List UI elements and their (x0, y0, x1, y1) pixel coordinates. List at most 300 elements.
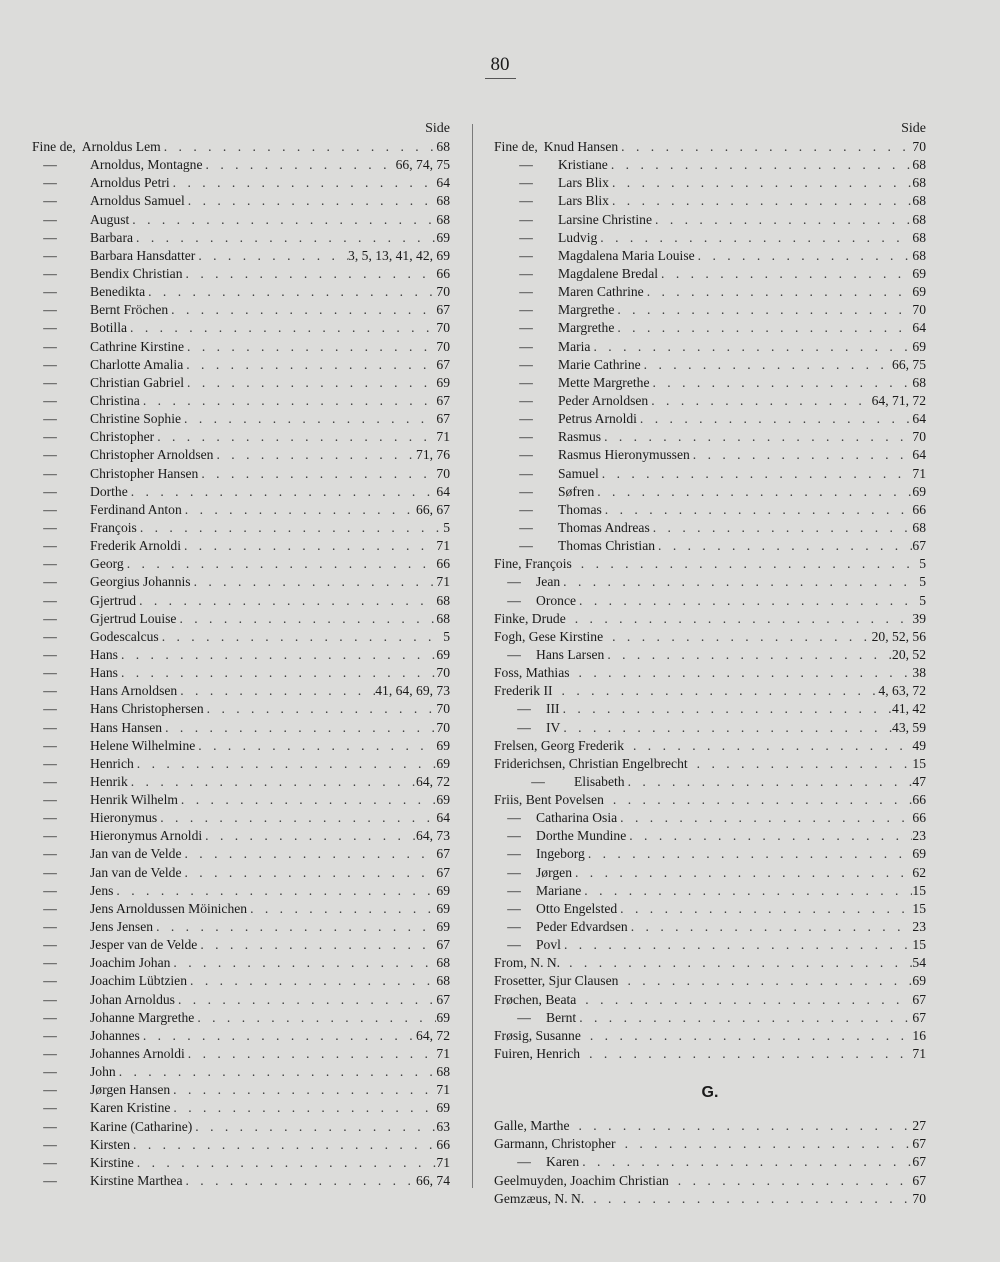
dot-leader (168, 301, 436, 319)
entry-pages: 69 (436, 646, 450, 662)
index-entry (32, 791, 450, 809)
dot-leader (617, 809, 912, 827)
entry-name: Christopher Hansen (90, 465, 199, 481)
entry-name: Ludvig (558, 229, 598, 245)
entry-name: Frederik Arnoldi (90, 538, 181, 554)
entry-pages: 5 (919, 574, 926, 590)
entry-name: Rasmus (558, 429, 602, 445)
dot-leader (181, 845, 436, 863)
dot-leader (176, 610, 436, 628)
index-entry (32, 174, 450, 192)
entry-surname: Frederik II (494, 683, 553, 699)
entry-name: Povl (536, 937, 561, 953)
ditto-dash: — (43, 429, 57, 445)
dot-leader (658, 265, 912, 283)
entry-pages: 64, 71, 72 (871, 392, 926, 408)
entry-pages: 67 (436, 937, 450, 953)
index-entry (32, 465, 450, 483)
entry-pages: 68 (436, 193, 450, 209)
index-entry (32, 991, 450, 1009)
dot-leader (175, 991, 436, 1009)
dot-leader (154, 428, 436, 446)
index-entry (32, 1154, 450, 1172)
index-entry (32, 374, 450, 392)
index-entry (32, 356, 450, 374)
entry-pages: 66 (912, 792, 926, 808)
index-entry (494, 719, 926, 737)
entry-pages: 68 (436, 592, 450, 608)
dot-leader (560, 573, 919, 591)
dot-leader (130, 1136, 436, 1154)
entry-pages: 69 (912, 265, 926, 281)
entry-name: Johannes Arnoldi (90, 1046, 185, 1062)
index-entry (32, 1136, 450, 1154)
index-entry (494, 519, 926, 537)
entry-name: Otto Engelsted (536, 900, 618, 916)
index-entry (494, 229, 926, 247)
entry-name: Hieronymus (90, 810, 158, 826)
entry-name: Jan van de Velde (90, 846, 182, 862)
entry-pages: 43, 59 (892, 719, 926, 735)
entry-pages: 71 (436, 574, 450, 590)
ditto-dash: — (43, 1046, 57, 1062)
entry-pages: 68 (436, 610, 450, 626)
entry-name: Gjertrud Louise (90, 610, 177, 626)
entry-pages: 49 (912, 737, 926, 753)
entry-surname: Fine de, (32, 139, 76, 154)
dot-leader (609, 174, 912, 192)
dot-leader (113, 882, 436, 900)
entry-pages: 71 (912, 1046, 926, 1062)
entry-pages: 4, 63, 72 (878, 683, 926, 699)
dot-leader (609, 628, 872, 646)
entry-name: Henrik (90, 773, 128, 789)
entry-pages: 23 (912, 919, 926, 935)
dot-leader (195, 247, 348, 265)
ditto-dash: — (507, 919, 521, 935)
ditto-dash: — (43, 501, 57, 517)
index-entry (494, 827, 926, 845)
dot-leader (585, 845, 913, 863)
index-entry (32, 864, 450, 882)
ditto-dash: — (43, 247, 57, 263)
dot-leader (134, 1154, 437, 1172)
ditto-dash: — (43, 1173, 57, 1189)
entry-name: Christine Sophie (90, 411, 182, 427)
entry-name: Kirstine (90, 1154, 134, 1170)
index-entry (32, 610, 450, 628)
dot-leader (195, 737, 436, 755)
dot-leader (182, 1172, 416, 1190)
entry-name: Jens Arnoldussen Möinichen (90, 900, 248, 916)
entry-pages: 15 (912, 755, 926, 771)
entry-pages: 67 (912, 991, 926, 1007)
ditto-dash: — (43, 846, 57, 862)
entry-pages: 69 (436, 792, 450, 808)
entry-pages: 68 (912, 519, 926, 535)
ditto-dash: — (507, 900, 521, 916)
entry-name: Jens Jensen (90, 919, 154, 935)
entry-name: Joachim Johan (90, 955, 171, 971)
ditto-dash: — (507, 882, 521, 898)
entry-name: Bendix Christian (90, 265, 183, 281)
index-entry (32, 628, 450, 646)
index-entry (494, 156, 926, 174)
index-entry (494, 646, 926, 664)
entry-name: Maren Cathrine (558, 284, 644, 300)
entry-name: Søfren (558, 483, 595, 499)
index-entry (32, 737, 450, 755)
index-entry (32, 247, 450, 265)
ditto-dash: — (43, 773, 57, 789)
entry-name: Mariane (536, 882, 582, 898)
entry-surname: Friderichsen, Christian Engelbrecht (494, 755, 688, 771)
ditto-dash: — (43, 229, 57, 245)
dot-leader (170, 954, 436, 972)
entry-name: Arnoldus, Montagne (90, 157, 203, 173)
index-entry (32, 1063, 450, 1081)
index-entry (494, 737, 926, 755)
index-entry (494, 773, 926, 791)
entry-pages: 5 (443, 628, 450, 644)
entry-surname: Geelmuyden, Joachim Christian (494, 1172, 669, 1188)
entry-name: Karen Kristine (90, 1100, 171, 1116)
entry-surname: Fuiren, Henrich (494, 1046, 581, 1062)
entry-name: Jan van de Velde (90, 864, 182, 880)
ditto-dash: — (43, 1009, 57, 1025)
index-entry (494, 592, 926, 610)
dot-leader (153, 918, 436, 936)
entry-pages: 68 (912, 211, 926, 227)
section-letter-heading: G. (701, 1084, 719, 1102)
ditto-dash: — (43, 284, 57, 300)
entry-surname: Foss, Mathias (494, 665, 570, 681)
index-entry (32, 1172, 450, 1190)
dot-leader (576, 592, 919, 610)
index-entry (32, 519, 450, 537)
ditto-dash: — (43, 1027, 57, 1043)
entry-pages: 68 (912, 229, 926, 245)
entry-pages: 68 (436, 211, 450, 227)
index-entry (32, 483, 450, 501)
entry-name: Jesper van de Velde (90, 937, 198, 953)
ditto-dash: — (43, 1136, 57, 1152)
index-entry (32, 211, 450, 229)
ditto-dash: — (43, 556, 57, 572)
ditto-dash: — (43, 193, 57, 209)
entry-pages: 67 (912, 1009, 926, 1025)
entry-name: François (90, 519, 137, 535)
ditto-dash: — (43, 1064, 57, 1080)
index-entry (494, 700, 926, 718)
entry-name: Georgius Johannis (90, 574, 191, 590)
entry-pages: 5 (919, 592, 926, 608)
ditto-dash: — (43, 864, 57, 880)
dot-leader (599, 465, 913, 483)
entry-pages: 66, 74 (416, 1173, 450, 1189)
entry-pages: 20, 52 (892, 646, 926, 662)
entry-pages: 41, 42 (892, 701, 926, 717)
index-entry (32, 555, 450, 573)
ditto-dash: — (43, 973, 57, 989)
entry-surname: From, N. N. (494, 955, 561, 971)
ditto-dash: — (507, 864, 521, 880)
dot-leader (137, 519, 443, 537)
dot-leader (624, 972, 912, 990)
dot-leader (604, 646, 892, 664)
ditto-dash: — (43, 157, 57, 173)
dot-leader (576, 1117, 913, 1135)
ditto-dash: — (43, 610, 57, 626)
entry-name: Jørgen (536, 864, 572, 880)
dot-leader (194, 1009, 436, 1027)
dot-leader (608, 156, 913, 174)
entry-name: Hans Arnoldsen (90, 683, 178, 699)
ditto-dash: — (519, 302, 533, 318)
dot-leader (601, 428, 912, 446)
entry-name: Hans Larsen (536, 646, 605, 662)
column-divider (472, 124, 473, 1188)
dot-leader (192, 1118, 436, 1136)
entry-surname: Gemzæus, N. N. (494, 1190, 585, 1206)
ditto-dash: — (43, 1100, 57, 1116)
entry-pages: 38 (912, 665, 926, 681)
entry-name: Georg (90, 556, 124, 572)
entry-pages: 66, 67 (416, 501, 450, 517)
index-entry (32, 229, 450, 247)
entry-pages: 70 (436, 719, 450, 735)
entry-pages: 54 (912, 955, 926, 971)
dot-leader (118, 664, 436, 682)
ditto-dash: — (43, 683, 57, 699)
entry-name: Bernt Fröchen (90, 302, 169, 318)
entry-pages: 67 (912, 538, 926, 554)
entry-pages: 47 (912, 773, 926, 789)
entry-pages: 68 (912, 247, 926, 263)
entry-name: Jørgen Hansen (90, 1082, 171, 1098)
entry-pages: 67 (912, 1154, 926, 1170)
entry-surname: Fine de, (494, 139, 538, 154)
entry-name: Petrus Arnoldi (558, 411, 637, 427)
entry-surname: Fogh, Gese Kirstine (494, 628, 604, 644)
entry-name: Hieronymus Arnoldi (90, 828, 203, 844)
entry-name: Mette Margrethe (558, 374, 650, 390)
entry-pages: 70 (436, 465, 450, 481)
ditto-dash: — (507, 574, 521, 590)
entry-surname: Friis, Bent Povelsen (494, 792, 604, 808)
dot-leader (617, 900, 912, 918)
entry-name: Kristiane (558, 157, 608, 173)
index-entry (32, 1045, 450, 1063)
entry-pages: 69 (436, 229, 450, 245)
dot-leader (572, 864, 912, 882)
index-entry (32, 301, 450, 319)
entry-pages: 69 (436, 919, 450, 935)
dot-leader (614, 301, 912, 319)
ditto-dash: — (519, 338, 533, 354)
index-entry (32, 773, 450, 791)
entry-name: Arnoldus Lem (81, 139, 161, 154)
index-entry (494, 809, 926, 827)
entry-pages: 67 (436, 991, 450, 1007)
dot-leader (581, 882, 912, 900)
dot-leader (177, 682, 375, 700)
dot-leader (170, 1081, 436, 1099)
entry-name: Helene Wilhelmine (90, 737, 196, 753)
index-entry (32, 573, 450, 591)
index-entry (494, 1172, 926, 1190)
index-entry (32, 682, 450, 700)
index-entry (32, 410, 450, 428)
dot-leader (181, 410, 436, 428)
ditto-dash: — (43, 882, 57, 898)
entry-name: John (90, 1064, 116, 1080)
dot-leader (650, 519, 913, 537)
dot-leader (576, 1009, 912, 1027)
dot-leader (133, 229, 436, 247)
entry-name: Arnoldus Petri (90, 175, 170, 191)
entry-name: Maria (558, 338, 591, 354)
entry-pages: 71 (436, 429, 450, 445)
ditto-dash: — (43, 665, 57, 681)
entry-name: Johanne Margrethe (90, 1009, 195, 1025)
entry-surname: Frøsig, Susanne (494, 1027, 581, 1043)
entry-name: Barbara Hansdatter (90, 247, 196, 263)
ditto-dash: — (43, 265, 57, 281)
dot-leader (185, 1045, 437, 1063)
ditto-dash: — (519, 374, 533, 390)
dot-leader (159, 628, 444, 646)
index-entry (494, 628, 926, 646)
entry-name: Johan Arnoldus (90, 991, 175, 1007)
entry-name: Charlotte Amalia (90, 356, 184, 372)
index-entry (32, 809, 450, 827)
dot-leader (213, 446, 416, 464)
ditto-dash: — (519, 519, 533, 535)
side-header: Side (901, 121, 926, 136)
entry-pages: 64 (912, 411, 926, 427)
ditto-dash: — (519, 447, 533, 463)
entry-name: Christian Gabriel (90, 374, 185, 390)
entry-name: Lars Blix (558, 175, 609, 191)
index-entry (494, 991, 926, 1009)
entry-name: Dorthe Mundine (536, 828, 627, 844)
entry-name: Margrethe (558, 302, 615, 318)
ditto-dash: — (43, 755, 57, 771)
index-entry (494, 610, 926, 628)
index-entry (494, 301, 926, 319)
entry-pages: 69 (436, 737, 450, 753)
index-entry (32, 719, 450, 737)
ditto-dash: — (43, 991, 57, 1007)
ditto-dash: — (517, 1009, 531, 1025)
dot-leader (655, 537, 912, 555)
index-entry (32, 428, 450, 446)
dot-leader (178, 791, 436, 809)
entry-name: Henrik Wilhelm (90, 792, 178, 808)
dot-leader (694, 755, 913, 773)
index-entry (494, 410, 926, 428)
entry-pages: 71, 76 (416, 447, 450, 463)
dot-leader (204, 700, 437, 718)
entry-pages: 68 (436, 955, 450, 971)
index-entry (494, 664, 926, 682)
entry-pages: 15 (912, 882, 926, 898)
ditto-dash: — (507, 937, 521, 953)
dot-leader (628, 918, 913, 936)
entry-name: Joachim Lübtzien (90, 973, 188, 989)
entry-pages: 69 (912, 846, 926, 862)
entry-pages: 68 (912, 157, 926, 173)
ditto-dash: — (43, 810, 57, 826)
index-entry (494, 954, 926, 972)
dot-leader (649, 374, 912, 392)
dot-leader (582, 991, 912, 1009)
ditto-dash: — (43, 701, 57, 717)
index-entry (494, 392, 926, 410)
dot-leader (185, 192, 437, 210)
index-entry (494, 537, 926, 555)
entry-pages: 67 (436, 411, 450, 427)
dot-leader (191, 573, 437, 591)
entry-name: Hans (90, 665, 118, 681)
entry-pages: 69 (912, 483, 926, 499)
entry-name: Hans Hansen (90, 719, 163, 735)
ditto-dash: — (43, 574, 57, 590)
index-entry (32, 265, 450, 283)
ditto-dash: — (43, 1154, 57, 1170)
entry-name: Gjertrud (90, 592, 137, 608)
entry-surname: Frosetter, Sjur Clausen (494, 973, 619, 989)
entry-pages: 66 (436, 265, 450, 281)
entry-name: Benedikta (90, 284, 146, 300)
dot-leader (560, 700, 892, 718)
index-entry (32, 700, 450, 718)
index-entry (32, 537, 450, 555)
dot-leader (116, 1063, 437, 1081)
index-entry (494, 338, 926, 356)
dot-leader (181, 864, 436, 882)
entry-name: Larsine Christine (558, 211, 653, 227)
index-entry (494, 682, 926, 700)
dot-leader (609, 192, 912, 210)
entry-pages: 67 (436, 392, 450, 408)
entry-pages: 68 (436, 973, 450, 989)
index-entry (32, 664, 450, 682)
entry-pages: 64 (436, 175, 450, 191)
ditto-dash: — (43, 211, 57, 227)
entry-name: Peder Arnoldsen (558, 392, 649, 408)
entry-name: Oronce (536, 592, 577, 608)
entry-pages: 3, 5, 13, 41, 42, 69 (348, 247, 450, 263)
entry-name: Christopher Arnoldsen (90, 447, 214, 463)
entry-name: Jens (90, 882, 114, 898)
dot-leader (187, 972, 436, 990)
dot-leader (198, 465, 436, 483)
ditto-dash: — (519, 284, 533, 300)
entry-surname: Finke, Drude (494, 610, 566, 626)
index-entry (32, 755, 450, 773)
index-entry (494, 972, 926, 990)
entry-pages: 68 (436, 139, 450, 154)
dot-leader (118, 646, 436, 664)
entry-name: Johannes (90, 1027, 140, 1043)
index-entry (32, 338, 450, 356)
index-entry (32, 1009, 450, 1027)
dot-leader (625, 773, 913, 791)
index-entry (32, 446, 450, 464)
index-entry (32, 900, 450, 918)
